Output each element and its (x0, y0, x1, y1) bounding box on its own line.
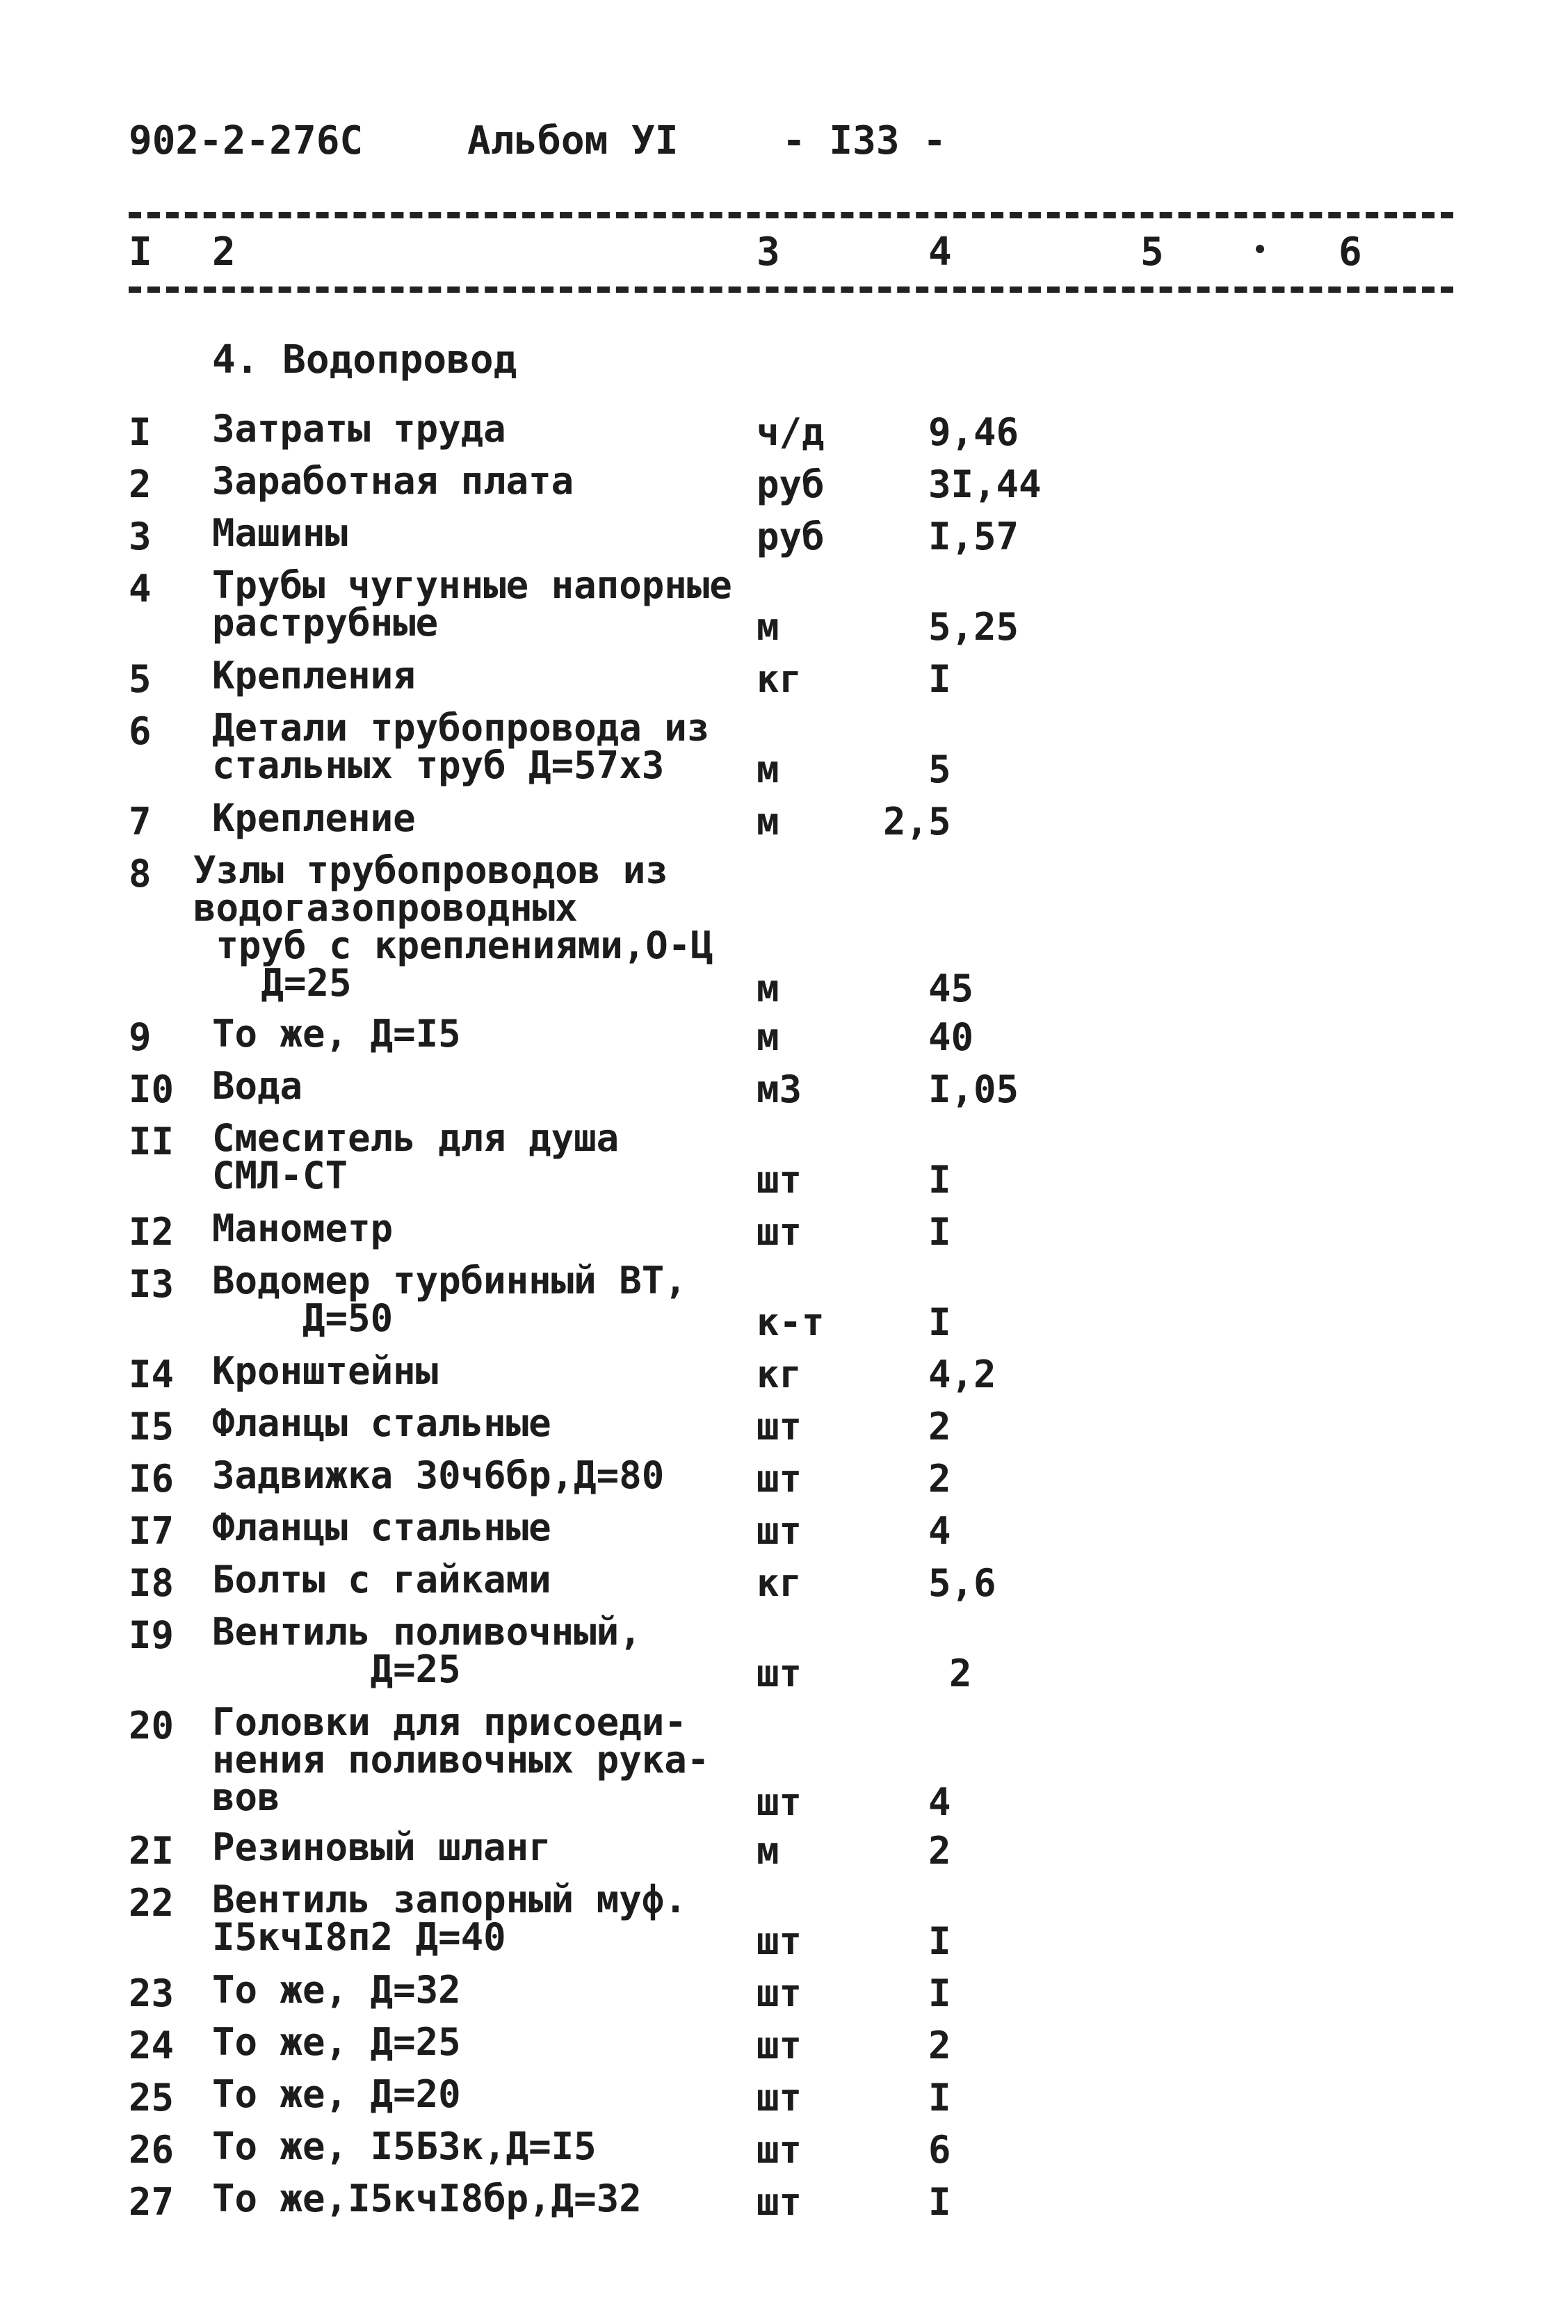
row-quantity: I,05 (928, 1067, 1019, 1111)
row-unit: шт (757, 2076, 802, 2120)
row-name: Водомер турбинный ВТ, Д=50 (212, 1259, 687, 1340)
row-number: I9 (129, 1613, 175, 1657)
row-quantity: 4,2 (928, 1353, 996, 1396)
column-number-2: 2 (212, 229, 236, 275)
album-label: Альбом УI (467, 118, 679, 163)
row-quantity: 2 (928, 2024, 951, 2067)
row-name: То же, Д=25 (212, 2020, 461, 2064)
row-number: 22 (129, 1881, 175, 1925)
row-name: Заработная плата (212, 459, 574, 503)
row-unit: шт (757, 1158, 802, 1202)
row-quantity: 4 (928, 1780, 951, 1824)
row-name: Трубы чугунные напорные раструбные (212, 563, 732, 645)
row-unit: шт (757, 1780, 802, 1824)
row-quantity: 40 (928, 1015, 974, 1059)
row-unit: шт (757, 1919, 802, 1963)
row-quantity: 45 (928, 967, 974, 1010)
row-name: Узлы трубопроводов из водогазопроводных труб с креплениями,О-Ц Д=25 (193, 848, 713, 1005)
row-unit: кг (757, 1561, 802, 1605)
row-unit: руб (757, 515, 825, 558)
row-number: II (129, 1120, 175, 1163)
row-quantity: I (928, 657, 951, 701)
row-unit: шт (757, 1405, 802, 1449)
row-unit: м (757, 605, 779, 649)
row-unit: м (757, 1829, 779, 1873)
column-number-1: I (129, 229, 152, 275)
row-number: 25 (129, 2076, 175, 2120)
row-quantity: 6 (928, 2128, 951, 2172)
row-quantity: I (928, 1919, 951, 1963)
row-unit: шт (757, 1971, 802, 2015)
row-name: Болты с гайками (212, 1558, 551, 1601)
document-code: 902-2-276С (129, 118, 364, 163)
row-unit: м (757, 1015, 779, 1059)
row-name: Машины (212, 511, 348, 555)
row-quantity: 5,6 (928, 1561, 996, 1605)
row-quantity: 5 (928, 748, 951, 791)
row-name: Резиновый шланг (212, 1825, 551, 1869)
row-quantity: 2 (949, 1652, 972, 1695)
row-number: 24 (129, 2024, 175, 2067)
column-number-3: 3 (757, 229, 780, 275)
row-number: I3 (129, 1262, 175, 1306)
row-number: I7 (129, 1509, 175, 1553)
row-unit: м3 (757, 1067, 802, 1111)
row-number: 8 (129, 852, 152, 896)
row-name: Кронштейны (212, 1349, 439, 1393)
row-unit: шт (757, 2128, 802, 2172)
row-name: То же, I5Б3к,Д=I5 (212, 2124, 597, 2168)
row-quantity: 5,25 (928, 605, 1019, 649)
row-unit: шт (757, 1457, 802, 1501)
row-name: Детали трубопровода из стальных труб Д=57х3 (212, 706, 710, 787)
row-name: Задвижка 30ч6бр,Д=80 (212, 1453, 665, 1497)
row-quantity: I (928, 2180, 951, 2224)
row-number: 7 (129, 800, 152, 844)
row-name: Вода (212, 1064, 303, 1108)
row-unit: шт (757, 2024, 802, 2067)
row-number: 9 (129, 1015, 152, 1059)
row-name: Головки для присоеди- нения поливочных рука- вов (212, 1700, 710, 1819)
row-name: Вентиль запорный муф. I5кчI8п2 Д=40 (212, 1878, 687, 1959)
column-number-6: 6 (1339, 229, 1362, 275)
row-unit: шт (757, 1652, 802, 1695)
row-name: То же, Д=I5 (212, 1012, 461, 1056)
row-name: То же, Д=20 (212, 2072, 461, 2116)
row-quantity: 4 (928, 1509, 951, 1553)
row-unit: руб (757, 462, 825, 506)
row-number: I4 (129, 1353, 175, 1396)
row-name: Фланцы стальные (212, 1401, 551, 1445)
row-unit: м (757, 967, 779, 1010)
row-number: 2 (129, 462, 152, 506)
row-number: I6 (129, 1457, 175, 1501)
row-unit: кг (757, 1353, 802, 1396)
row-name: Смеситель для душа СМЛ-СТ (212, 1116, 620, 1197)
row-quantity: I,57 (928, 515, 1019, 558)
row-quantity: I (928, 1300, 951, 1344)
row-name: Крепление (212, 796, 416, 840)
row-number: 23 (129, 1971, 175, 2015)
row-number: I5 (129, 1405, 175, 1449)
row-number: 26 (129, 2128, 175, 2172)
row-quantity: 2 (928, 1405, 951, 1449)
bottom-dashed-rule (129, 287, 1453, 293)
page-number: - I33 - (782, 118, 947, 163)
row-name: Фланцы стальные (212, 1506, 551, 1549)
row-number: 6 (129, 709, 152, 753)
row-name: Затраты труда (212, 407, 506, 451)
row-quantity: I (928, 1971, 951, 2015)
row-unit: шт (757, 1509, 802, 1553)
row-name: То же, Д=32 (212, 1968, 461, 2012)
row-number: 4 (129, 567, 152, 611)
row-quantity: 3I,44 (928, 462, 1042, 506)
row-unit: кг (757, 657, 802, 701)
column-number-5: 5 (1140, 229, 1164, 275)
row-quantity: I (928, 1210, 951, 1254)
row-name: То же,I5кчI8бр,Д=32 (212, 2177, 642, 2220)
row-number: 5 (129, 657, 152, 701)
column-number-4: 4 (928, 229, 952, 275)
row-unit: шт (757, 2180, 802, 2224)
row-quantity: I (928, 1158, 951, 1202)
row-number: I (129, 410, 152, 454)
row-quantity: 2 (928, 1829, 951, 1873)
top-dashed-rule (129, 212, 1453, 218)
row-number: I0 (129, 1067, 175, 1111)
row-number: 20 (129, 1704, 175, 1748)
row-quantity: 2 (928, 1457, 951, 1501)
row-unit: м (757, 748, 779, 791)
row-unit: м (757, 800, 779, 844)
row-number: I8 (129, 1561, 175, 1605)
row-quantity: 9,46 (928, 410, 1019, 454)
row-number: 2I (129, 1829, 175, 1873)
section-title: 4. Водопровод (212, 337, 517, 382)
row-unit: к-т (757, 1300, 825, 1344)
row-number: 27 (129, 2180, 175, 2224)
row-number: I2 (129, 1210, 175, 1254)
row-name: Вентиль поливочный, Д=25 (212, 1610, 642, 1691)
row-name: Крепления (212, 654, 416, 697)
row-quantity: 2,5 (883, 800, 951, 844)
row-number: 3 (129, 515, 152, 558)
column-dot (1256, 245, 1264, 253)
row-unit: шт (757, 1210, 802, 1254)
row-name: Манометр (212, 1207, 394, 1250)
row-unit: ч/д (757, 410, 825, 454)
row-quantity: I (928, 2076, 951, 2120)
